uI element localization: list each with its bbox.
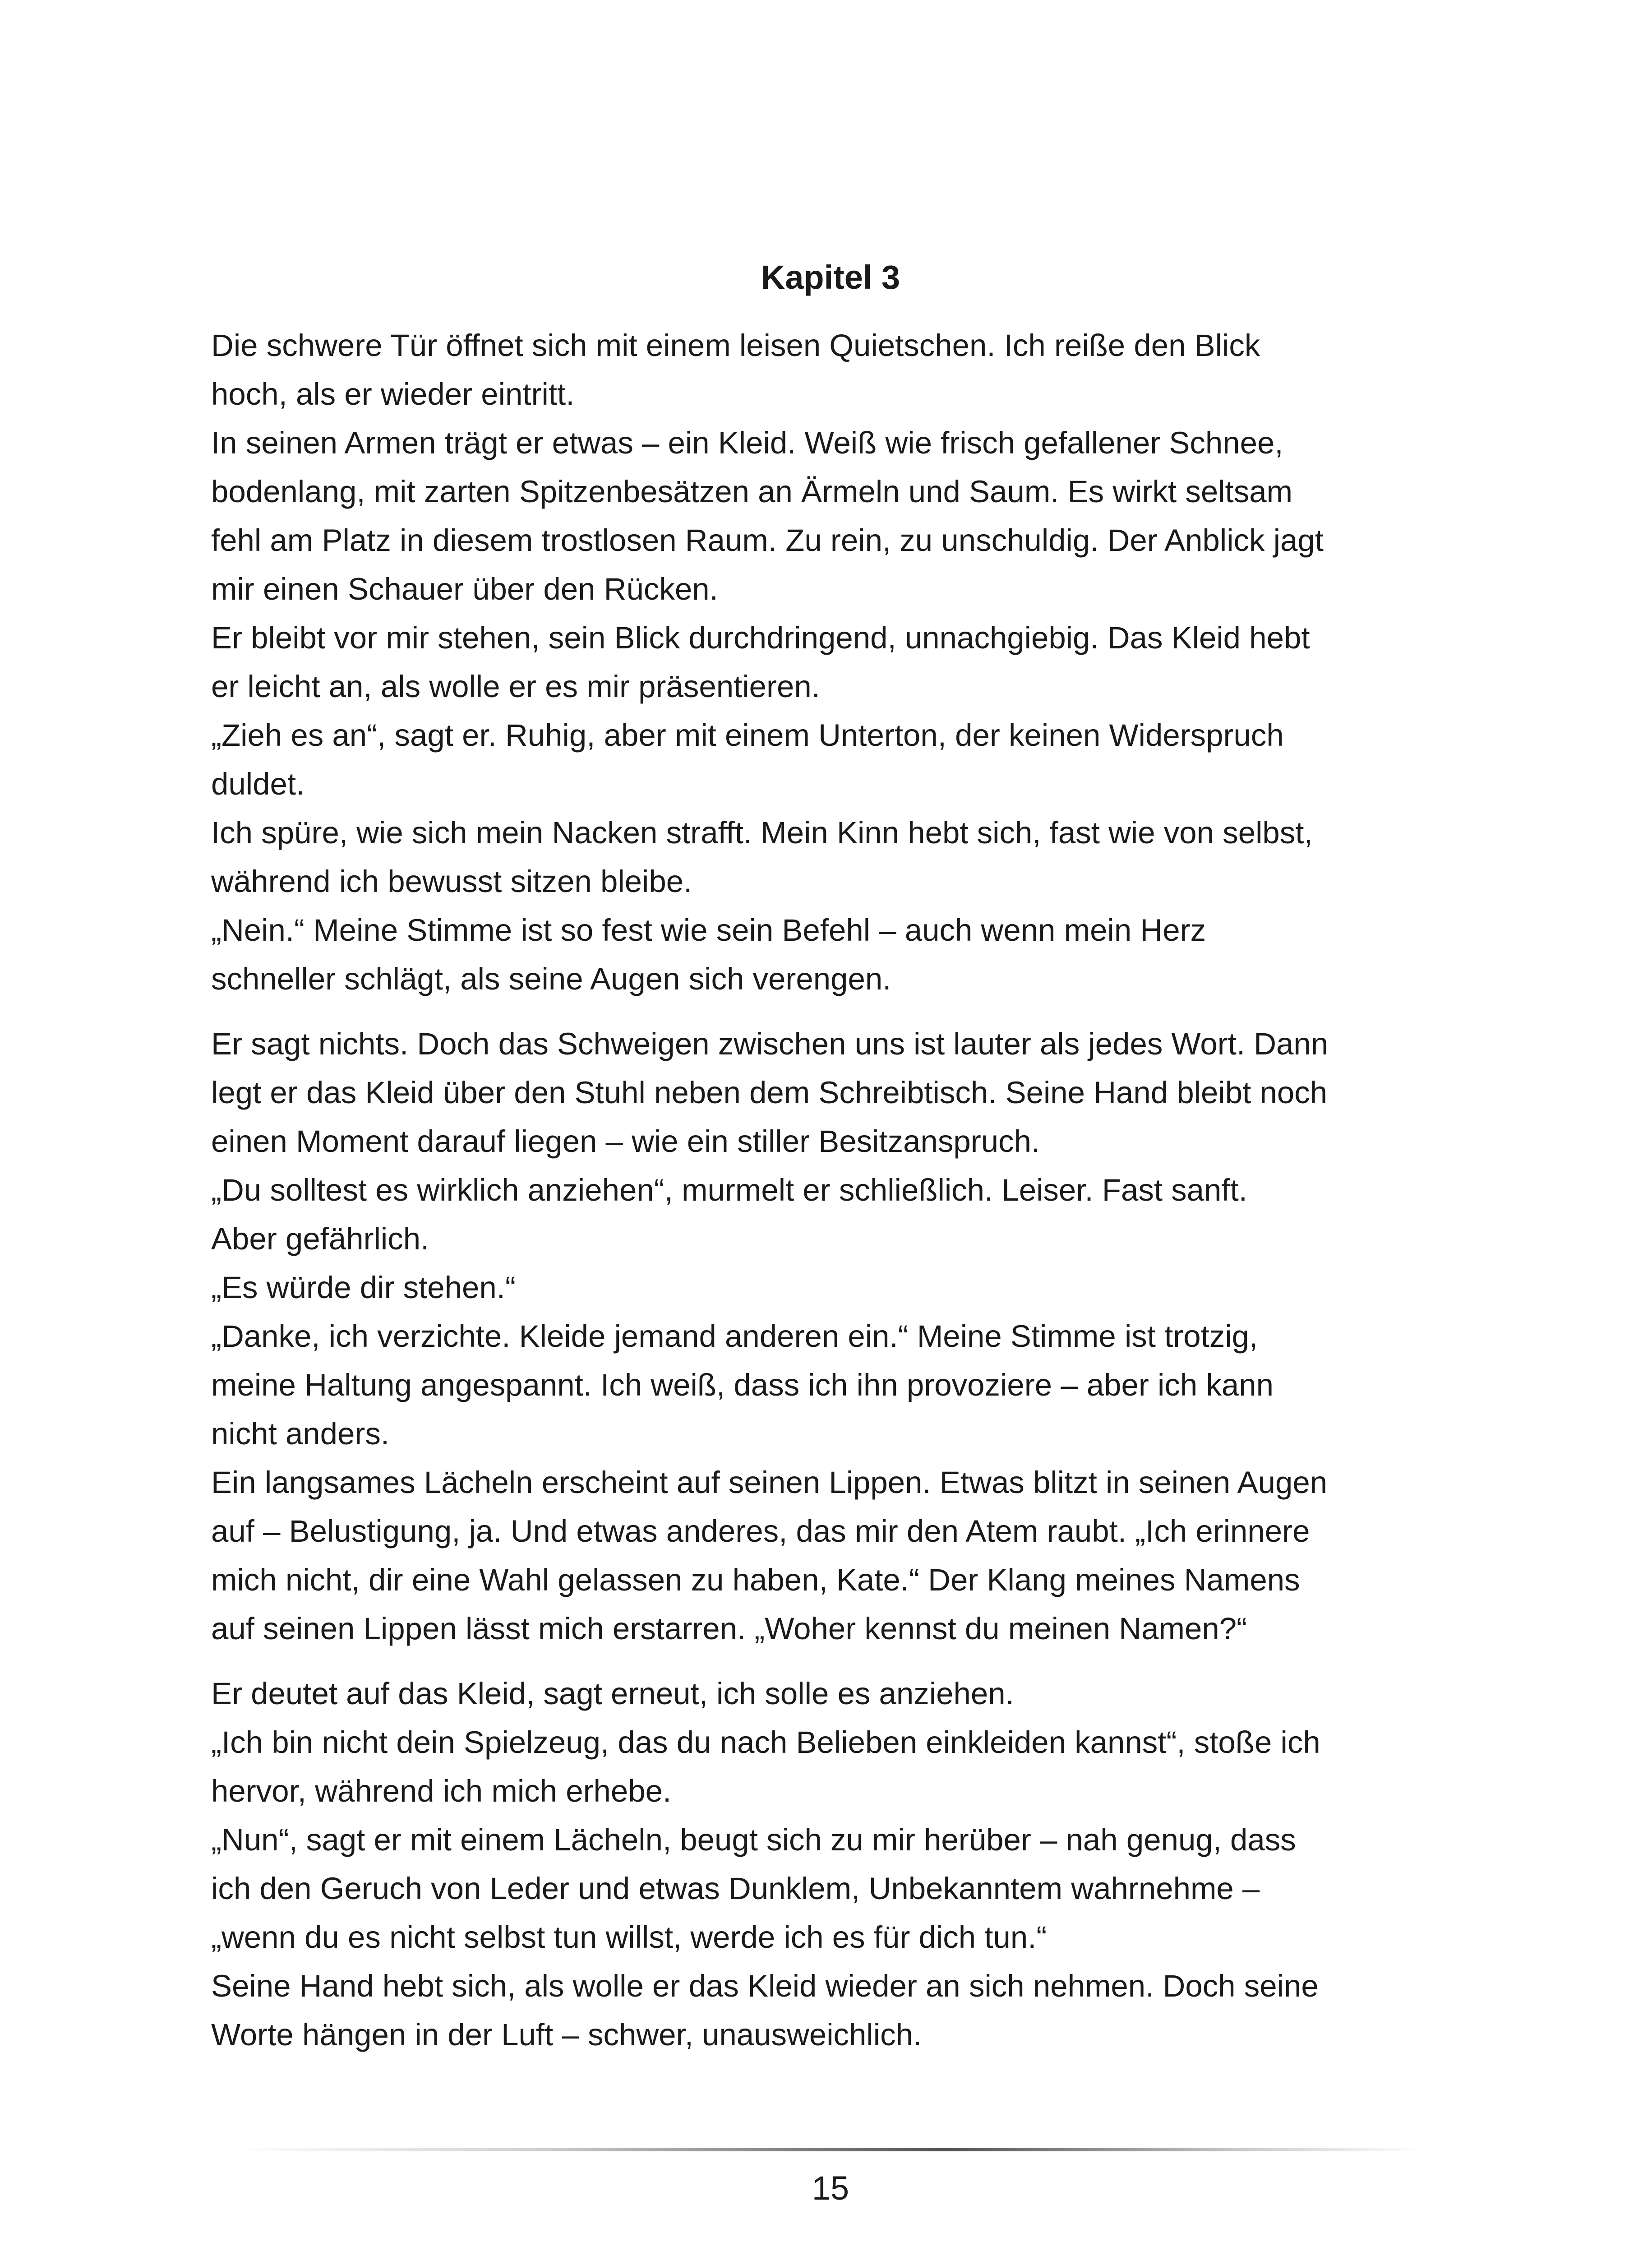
text-line: „Nein.“ Meine Stimme ist so fest wie sein Befehl – auch wenn mein Herz [211,913,1206,948]
text-line: einen Moment darauf liegen – wie ein stiller Besitzanspruch. [211,1124,1040,1159]
text-line: nicht anders. [211,1416,390,1451]
text-line: Worte hängen in der Luft – schwer, unausweichlich. [211,2017,922,2052]
footer-divider [235,2148,1421,2151]
page-number: 15 [812,2169,849,2207]
text-line: Die schwere Tür öffnet sich mit einem leisen Quietschen. Ich reiße den Blick [211,328,1260,363]
text-line: In seinen Armen trägt er etwas – ein Kleid. Weiß wie frisch gefallener Schnee, [211,425,1283,460]
text-line: Er sagt nichts. Doch das Schweigen zwischen uns ist lauter als jedes Wort. Dann [211,1026,1329,1061]
text-line: ich den Geruch von Leder und etwas Dunklem, Unbekanntem wahrnehme – [211,1871,1260,1906]
text-line: „wenn du es nicht selbst tun willst, werde ich es für dich tun.“ [211,1920,1047,1955]
text-line: auf seinen Lippen lässt mich erstarren. „Woher kennst du meinen Namen?“ [211,1611,1247,1646]
text-line: mich nicht, dir eine Wahl gelassen zu haben, Kate.“ Der Klang meines Namens [211,1563,1300,1597]
text-line: hoch, als er wieder eintritt. [211,377,575,411]
text-line: hervor, während ich mich erhebe. [211,1774,672,1808]
text-line: legt er das Kleid über den Stuhl neben dem Schreibtisch. Seine Hand bleibt noch [211,1075,1328,1110]
text-line: schneller schlägt, als seine Augen sich verengen. [211,962,891,996]
text-line: Er bleibt vor mir stehen, sein Blick durchdringend, unnachgiebig. Das Kleid hebt [211,620,1310,655]
paragraph-block [211,1020,1443,1653]
text-line: „Es würde dir stehen.“ [211,1270,516,1305]
text-line: meine Haltung angespannt. Ich weiß, dass ich ihn provoziere – aber ich kann [211,1368,1274,1402]
text-line: „Nun“, sagt er mit einem Lächeln, beugt sich zu mir herüber – nah genug, dass [211,1822,1296,1857]
paragraph-block [211,1669,1443,2059]
text-line: mir einen Schauer über den Rücken. [211,572,718,606]
text-line: Seine Hand hebt sich, als wolle er das Kleid wieder an sich nehmen. Doch seine [211,1969,1319,2003]
text-line: Ein langsames Lächeln erscheint auf seinen Lippen. Etwas blitzt in seinen Augen [211,1465,1328,1500]
text-line: Er deutet auf das Kleid, sagt erneut, ich solle es anziehen. [211,1676,1014,1711]
text-line: bodenlang, mit zarten Spitzenbesätzen an Ärmeln und Saum. Es wirkt seltsam [211,474,1293,509]
text-line: „Du solltest es wirklich anziehen“, murmelt er schließlich. Leiser. Fast sanft. [211,1173,1247,1207]
chapter-title: Kapitel 3 [761,259,900,296]
text-line: Ich spüre, wie sich mein Nacken strafft. Mein Kinn hebt sich, fast wie von selbst, [211,815,1313,850]
text-line: „Zieh es an“, sagt er. Ruhig, aber mit einem Unterton, der keinen Widerspruch [211,718,1284,753]
paragraph-block [211,321,1443,1003]
text-line: „Danke, ich verzichte. Kleide jemand anderen ein.“ Meine Stimme ist trotzig, [211,1319,1258,1354]
text-line: während ich bewusst sitzen bleibe. [211,864,692,899]
chapter-body [211,321,1443,2059]
text-line: auf – Belustigung, ja. Und etwas anderes, das mir den Atem raubt. „Ich erinnere [211,1514,1310,1549]
text-line: duldet. [211,767,305,801]
text-line: „Ich bin nicht dein Spielzeug, das du nach Belieben einkleiden kannst“, stoße ich [211,1725,1320,1760]
text-line: fehl am Platz in diesem trostlosen Raum. Zu rein, zu unschuldig. Der Anblick jagt [211,523,1324,558]
text-line: Aber gefährlich. [211,1221,429,1256]
text-line: er leicht an, als wolle er es mir präsentieren. [211,669,820,704]
